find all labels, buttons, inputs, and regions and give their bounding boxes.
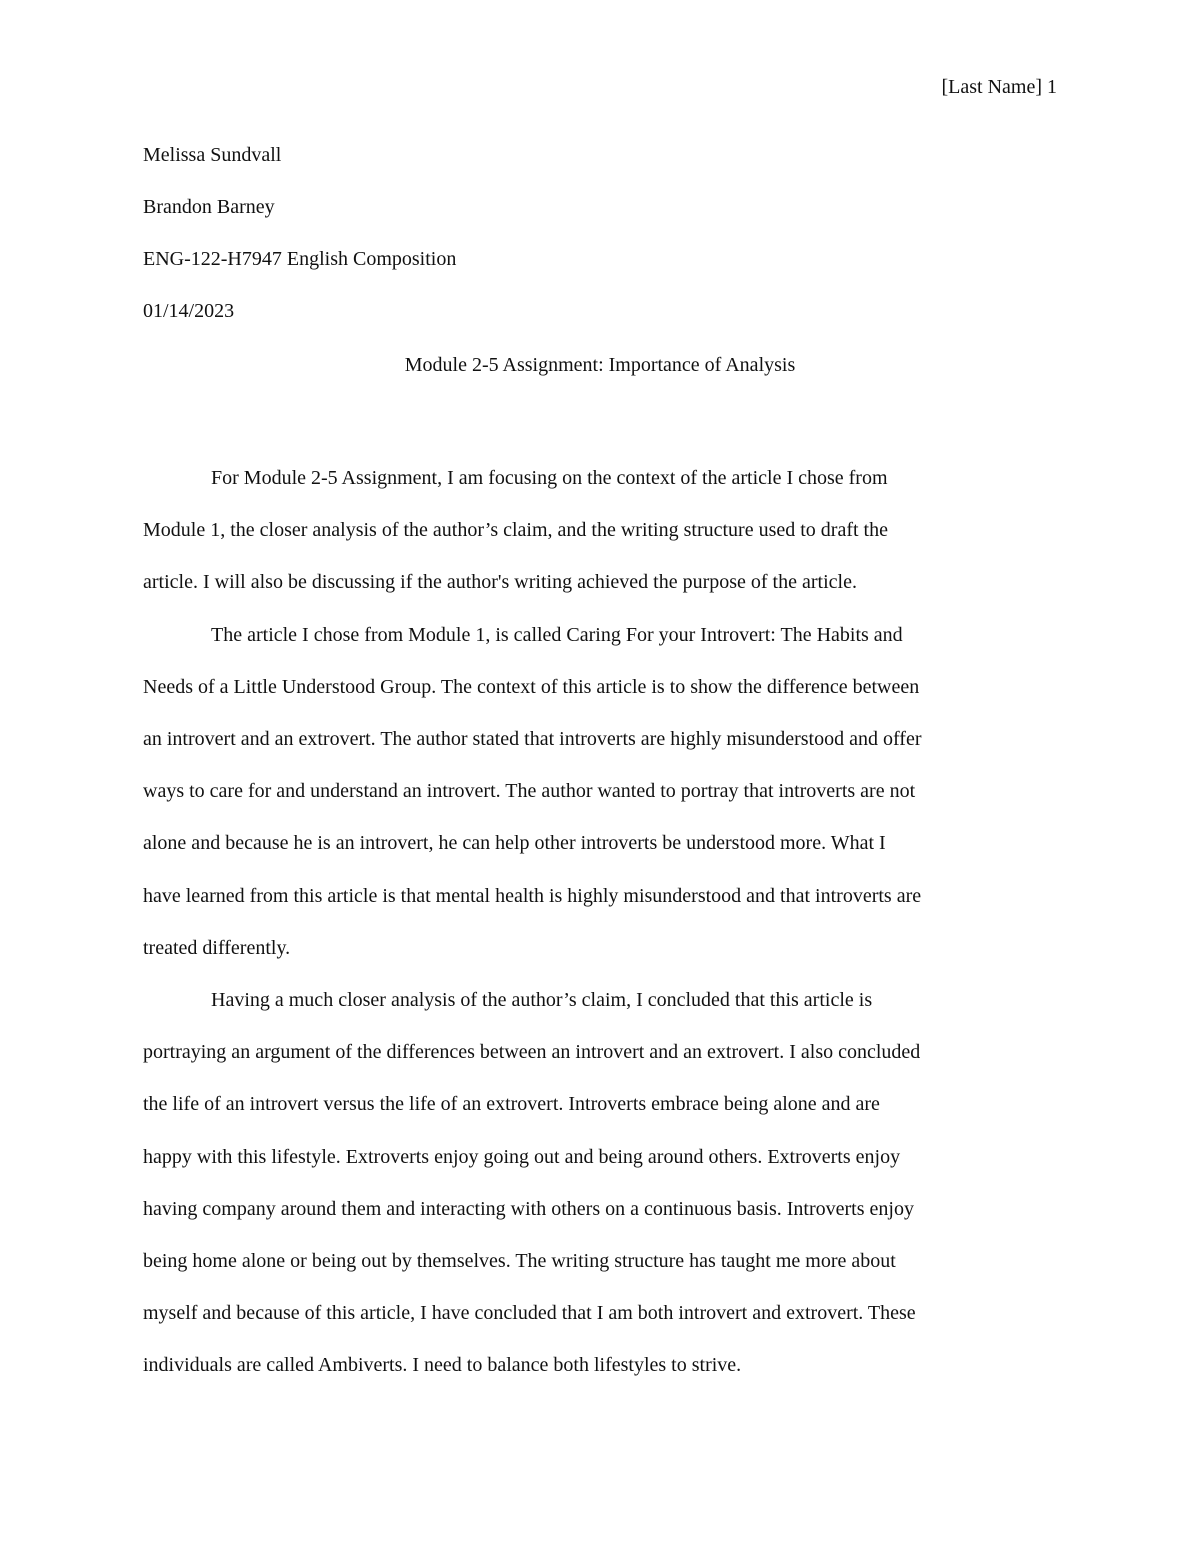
paragraph-line: myself and because of this article, I have concluded that I am both introvert and extrovert. These — [143, 1302, 916, 1325]
running-head: [Last Name] 1 — [941, 76, 1057, 98]
paragraph-line: For Module 2-5 Assignment, I am focusing on the context of the article I chose from — [211, 467, 888, 489]
date: 01/14/2023 — [143, 300, 235, 322]
paragraph-line: the life of an introvert versus the life of an extrovert. Introverts embrace being alone and are — [143, 1093, 880, 1116]
body-text — [143, 452, 1057, 1392]
paragraph-line: alone and because he is an introvert, he can help other introverts be understood more. What I — [143, 832, 886, 855]
paragraph-line: have learned from this article is that mental health is highly misunderstood and that introverts are — [143, 884, 922, 907]
paragraph-line: being home alone or being out by themselves. The writing structure has taught me more about — [143, 1250, 896, 1273]
paragraph-line: treated differently. — [143, 936, 291, 959]
course-name: ENG-122-H7947 English Composition — [143, 248, 457, 270]
paragraph-2 — [143, 609, 1057, 974]
instructor-name: Brandon Barney — [143, 196, 275, 218]
paragraph-3 — [143, 974, 1057, 1392]
paragraph-line: The article I chose from Module 1, is called Caring For your Introvert: The Habits and — [211, 623, 903, 646]
student-name: Melissa Sundvall — [143, 144, 282, 166]
paragraph-line: portraying an argument of the differences between an introvert and an extrovert. I also concluded — [143, 1041, 921, 1064]
paragraph-line: happy with this lifestyle. Extroverts enjoy going out and being around others. Extroverts enjoy — [143, 1145, 901, 1168]
document-title: Module 2-5 Assignment: Importance of Analysis — [404, 354, 796, 376]
paragraph-line: ways to care for and understand an introvert. The author wanted to portray that introverts are not — [143, 780, 916, 803]
paragraph-line: Having a much closer analysis of the author’s claim, I concluded that this article is — [211, 989, 873, 1012]
paragraph-line: having company around them and interacting with others on a continuous basis. Introverts enjoy — [143, 1197, 914, 1220]
paragraph-line: Needs of a Little Understood Group. The context of this article is to show the difference between — [143, 675, 920, 698]
paragraph-1 — [143, 452, 1057, 609]
paragraph-line: individuals are called Ambiverts. I need to balance both lifestyles to strive. — [143, 1354, 742, 1377]
paragraph-line: article. I will also be discussing if the author's writing achieved the purpose of the article. — [143, 571, 857, 594]
paragraph-line: an introvert and an extrovert. The author stated that introverts are highly misunderstood and offer — [143, 728, 922, 751]
paragraph-line: Module 1, the closer analysis of the author’s claim, and the writing structure used to draft the — [143, 519, 888, 542]
heading-block — [143, 140, 1057, 348]
